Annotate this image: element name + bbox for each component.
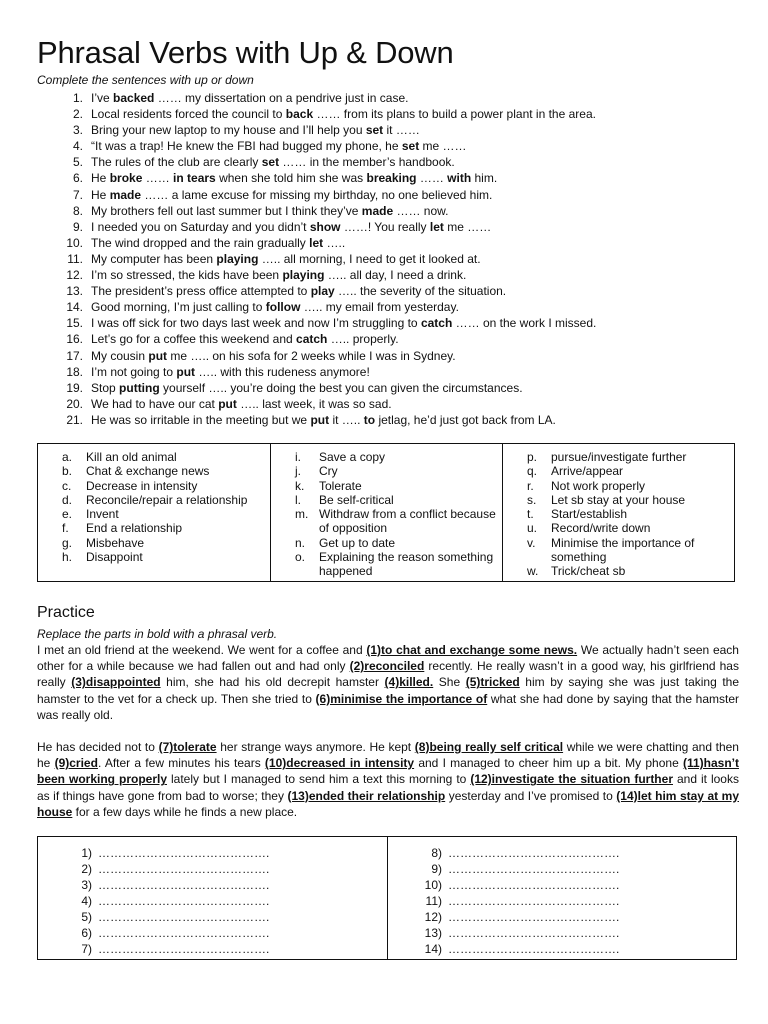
keyword: playing [216,251,259,266]
definition-letter: u. [527,521,538,536]
paragraph-fragment: She [433,675,466,690]
definition-text: Withdraw from a conflict because of opposition [319,507,496,536]
definition-item [295,450,502,464]
sentence-fragment: My cousin [91,348,149,363]
definition-letter: j. [295,464,301,479]
answer-number: 7) [81,942,92,956]
answer-row [64,925,387,941]
sentence-number: 1. [72,91,83,105]
definitions-column-2 [270,444,502,581]
practice-instruction: Replace the parts in bold with a phrasal verb. [37,627,278,641]
sentence-fragment: Local residents forced the council to [91,107,286,122]
sentence-text [91,187,492,203]
sentence-fragment: Let’s go for a coffee this weekend and [91,332,297,347]
definition-letter: r. [527,478,534,493]
sentence-fragment: The wind dropped and the rain gradually [91,235,310,250]
keyword: breaking [366,171,417,186]
definition-text: Explaining the reason something happened [319,550,494,579]
sentence-fragment: it …… [383,123,420,138]
sentence-fragment: ….. last week, it was so sad. [236,396,392,411]
paragraph-fragment: . After a few minutes his tears [97,756,265,771]
definition-item [527,564,733,578]
paragraph-fragment: him, she had his old decrepit hamster [160,675,385,690]
sentence-item [57,315,737,331]
practice-heading: Practice [37,604,95,621]
sentence-text [91,251,481,267]
sentence-item [57,412,737,428]
answer-row [414,909,736,925]
sentence-text [91,138,467,154]
sentence-item [57,235,737,251]
sentence-fragment: ….. with this rudeness anymore! [195,364,370,379]
keyword: in tears [173,171,216,186]
keyword: playing [282,268,325,283]
sentence-number: 18. [66,364,83,379]
sentence-text [91,364,370,380]
sentence-fragment: He was so irritable in the meeting but we [91,412,311,427]
definition-letter: a. [62,450,73,464]
keyword: put [176,364,196,379]
sentence-number: 15. [66,316,83,331]
sentence-item [57,364,737,380]
answer-number: 13) [424,926,442,940]
sentence-item [57,122,737,138]
definition-item [527,493,733,507]
answer-number: 11) [425,894,442,908]
answer-number: 3) [81,878,92,892]
answer-number: 1) [81,846,92,860]
sentence-item [57,138,737,154]
definition-text: Trick/cheat sb [551,564,626,579]
paragraph-fragment: what she had done by saying that the hamster was really old. [37,691,739,722]
definition-letter: m. [295,507,309,522]
sentence-text [91,170,497,186]
sentence-fragment: The president’s press office attempted to [91,284,311,299]
sentence-number: 10. [66,235,83,250]
definition-letter: k. [295,478,305,493]
answer-row [64,861,387,877]
sentence-item [57,219,737,235]
sentence-fragment: He [91,171,110,186]
definition-item [295,493,502,507]
definition-text: Chat & exchange news [86,464,210,479]
paragraph-fragment: He has decided not to [37,740,159,754]
keyword: putting [119,380,160,395]
sentence-fragment: jetlag, he’d just got back from LA. [375,412,556,427]
sentence-text [91,219,491,235]
sentence-fragment: ….. all morning, I need to get it looked at. [258,251,481,266]
definition-letter: q. [527,464,538,479]
sentence-text [91,90,409,106]
answer-number: 5) [81,910,92,924]
sentence-fragment: …… in the member’s handbook. [279,155,455,170]
sentence-text [91,380,523,396]
target-phrase: (10)decreased in intensity [264,756,415,771]
sentence-fragment: yourself ….. you’re doing the best you can given the circumstances. [159,380,523,395]
paragraph-fragment: him by saying she was just taking the hamster to the vet for a check up. Then she tried to [37,675,739,706]
answer-blank[interactable]: ……………………………………. [448,942,620,956]
paragraph-fragment: I met an old friend at the weekend. We went for a coffee and [37,643,367,657]
definition-item [62,450,270,464]
keyword: backed [113,91,155,105]
paragraph-fragment: for a few days while he finds a new place. [72,804,298,819]
sentence-text [91,412,556,428]
sentence-fragment: …… a lame excuse for missing my birthday, no one believed him. [141,187,493,202]
sentence-text [91,315,596,331]
sentence-fragment: me …… [419,139,467,154]
definition-letter: h. [62,550,73,565]
target-phrase: (8)being really self critical [414,740,564,754]
exercise-instruction: Complete the sentences with up or down [37,73,254,87]
keyword: set [261,155,280,170]
definition-letter: n. [295,535,306,550]
sentence-item [57,331,737,347]
answer-blank[interactable]: ……………………………………. [98,846,270,860]
sentence-fragment: We had to have our cat [91,396,219,411]
answer-row [64,845,387,861]
paragraph-fragment: while we were chatting and then he [37,740,739,771]
definition-item [62,536,270,550]
sentence-fragment: ….. [323,235,346,250]
keyword: catch [420,316,453,331]
sentence-fragment: …… from its plans to build a power plant in the area. [313,107,596,122]
keyword: to [363,412,376,427]
sentence-fragment: I’m not going to [91,364,177,379]
definition-letter: p. [527,450,538,464]
sentence-fragment: I’ve [91,91,114,105]
sentence-number: 8. [72,203,83,218]
definition-letter: e. [62,507,73,522]
keyword: put [148,348,168,363]
definition-text: Save a copy [319,450,386,464]
sentence-item [57,267,737,283]
sentence-number: 2. [72,107,83,122]
sentence-fragment: …… [142,171,174,186]
paragraph-fragment: and I managed to cheer him up a bit. My phone [414,756,683,771]
sentence-item [57,90,737,106]
definition-text: Start/establish [551,507,628,522]
sentence-text [91,267,466,283]
answer-blank[interactable]: ……………………………………. [98,878,270,892]
sentence-fragment: He [91,187,110,202]
sentence-fragment: ….. the severity of the situation. [334,284,507,299]
keyword: with [447,171,472,186]
page-title: Phrasal Verbs with Up & Down [37,35,454,70]
definition-item [527,464,733,478]
definition-text: Tolerate [319,478,362,493]
definitions-column-3 [502,444,733,581]
definition-letter: b. [62,464,73,479]
sentence-item [57,299,737,315]
answer-row [414,925,736,941]
sentence-text [91,235,345,251]
answer-column-2 [387,837,736,959]
target-phrase: (5)tricked [465,675,520,690]
answer-blank[interactable]: ……………………………………. [448,894,620,908]
definition-letter: d. [62,492,73,507]
definition-letter: s. [527,492,537,507]
definitions-table [37,443,735,582]
sentence-number: 20. [66,396,83,411]
sentence-number: 9. [72,219,83,234]
definition-item [62,479,270,493]
sentence-item [57,348,737,364]
target-phrase: (7)tolerate [158,740,217,754]
sentence-number: 3. [72,123,83,138]
sentence-text [91,283,506,299]
definition-item [295,479,502,493]
definition-text: Invent [86,507,119,522]
definition-text: Minimise the importance of something [551,535,695,565]
answer-number: 4) [81,894,92,908]
definition-letter: f. [62,521,69,536]
definition-letter: c. [62,478,72,493]
definition-text: Get up to date [319,535,396,550]
sentence-fragment: …… now. [393,203,449,218]
definition-item [62,550,270,564]
practice-paragraph-2 [37,739,739,820]
definition-text: End a relationship [86,521,183,536]
definition-text: Be self-critical [319,492,394,507]
sentence-text [91,106,596,122]
sentence-text [91,122,420,138]
sentence-text [91,154,455,170]
answer-number: 2) [81,862,92,876]
sentence-fragment: when she told him she was [215,171,367,186]
answer-blank[interactable]: ……………………………………. [98,926,270,940]
target-phrase: (12)investigate the situation further [470,772,673,787]
sentence-number: 19. [66,380,83,395]
definition-item [527,479,733,493]
definition-item [527,507,733,521]
answer-row [414,877,736,893]
target-phrase: (1)to chat and exchange some news. [366,643,578,657]
answer-blank[interactable]: ……………………………………. [448,910,620,924]
target-phrase: (11)hasn’t been working properly [37,756,739,787]
sentence-fragment: ……! You really [340,219,430,234]
sentence-text [91,331,399,347]
answer-row [414,893,736,909]
keyword: play [310,284,335,299]
sentence-fragment: Stop [91,380,120,395]
practice-paragraph-1 [37,642,739,723]
definition-text: Let sb stay at your house [551,492,686,507]
sentence-fragment: …… my dissertation on a pendrive just in case. [154,91,409,105]
answer-number: 8) [431,846,442,860]
sentence-fragment: Good morning, I’m just calling to [91,300,266,315]
answer-row [64,877,387,893]
answer-row [414,861,736,877]
answer-blank[interactable]: ……………………………………. [448,846,620,860]
definition-item [527,450,733,464]
answer-number: 6) [81,926,92,940]
definition-item [295,507,502,536]
answer-row [64,941,387,957]
sentence-fragment: My computer has been [91,251,217,266]
sentence-fragment: I was off sick for two days last week and now I’m struggling to [91,316,421,331]
answer-number: 12) [424,910,442,924]
definition-item [527,536,733,565]
sentence-item [57,106,737,122]
sentence-text [91,396,392,412]
sentence-item [57,187,737,203]
answer-table [37,836,737,960]
definition-text: Record/write down [551,521,651,536]
keyword: made [361,203,394,218]
target-phrase: (4)killed. [384,675,434,690]
answer-blank[interactable]: ……………………………………. [98,862,270,876]
definition-item [295,464,502,478]
sentence-number: 14. [66,300,83,315]
sentence-fragment: I needed you on Saturday and you didn’t [91,219,310,234]
answer-blank[interactable]: ……………………………………. [98,894,270,908]
sentence-fragment: The rules of the club are clearly [91,155,262,170]
keyword: put [310,412,330,427]
sentence-fragment: I’m so stressed, the kids have been [91,268,283,283]
paragraph-fragment: We actually hadn’t seen each other for a while because we had fallen out and had only [37,643,739,674]
sentence-number: 12. [66,268,83,283]
keyword: follow [265,300,301,315]
definition-letter: w. [527,564,539,579]
answer-blank[interactable]: ……………………………………. [448,862,620,876]
answer-number: 9) [431,862,442,876]
keyword: put [218,396,237,411]
sentence-list [57,90,737,428]
definition-text: Decrease in intensity [86,478,198,493]
definition-item [295,536,502,550]
answer-blank[interactable]: ……………………………………. [448,878,620,892]
sentence-fragment: My brothers fell out last summer but I think they’ve [91,203,362,218]
answer-number: 10) [424,878,442,892]
target-phrase: (3)disappointed [71,675,161,690]
sentence-fragment: ….. my email from yesterday. [300,300,459,315]
sentence-text [91,299,459,315]
definition-letter: o. [295,550,306,565]
keyword: set [365,123,384,138]
sentence-fragment: Bring your new laptop to my house and I’ll help you [91,123,366,138]
keyword: made [109,187,142,202]
keyword: show [309,219,341,234]
sentence-fragment: …… on the work I missed. [452,316,597,331]
definition-item [62,493,270,507]
answer-column-1 [38,837,387,959]
sentence-fragment: ….. all day, I need a drink. [324,268,467,283]
definition-text: Disappoint [86,550,143,565]
sentence-item [57,251,737,267]
sentence-fragment: ….. properly. [327,332,399,347]
answer-row [414,845,736,861]
definition-item [527,521,733,535]
keyword: catch [296,332,328,347]
definition-text: Cry [319,464,338,479]
paragraph-fragment: her strange ways anymore. He kept [216,740,415,754]
paragraph-fragment: recently. He really wasn’t in a good way, his girlfriend has really [37,659,739,690]
sentence-fragment: it ….. [329,412,364,427]
definition-item [62,464,270,478]
definition-text: Kill an old animal [86,450,177,464]
target-phrase: (14)let him stay at my house [37,788,739,819]
definition-item [62,521,270,535]
sentence-fragment: me ….. on his sofa for 2 weeks while I was in Sydney. [167,348,456,363]
answer-row [414,941,736,957]
sentence-number: 13. [66,284,83,299]
answer-row [64,893,387,909]
sentence-fragment: me …… [443,219,492,234]
sentence-number: 11. [67,251,83,266]
definition-text: pursue/investigate further [551,450,687,464]
target-phrase: (9)cried [54,756,98,771]
target-phrase: (13)ended their relationship [287,788,446,803]
paragraph-fragment: yesterday and I’ve promised to [445,788,617,803]
definition-text: Arrive/appear [551,464,624,479]
answer-blank[interactable]: ……………………………………. [98,910,270,924]
sentence-item [57,203,737,219]
sentence-number: 16. [66,332,83,347]
definition-letter: l. [295,492,301,507]
sentence-number: 6. [72,171,83,186]
answer-number: 14) [424,942,442,956]
definition-letter: t. [527,507,534,522]
sentence-item [57,380,737,396]
keyword: broke [109,171,143,186]
answer-blank[interactable]: ……………………………………. [448,926,620,940]
definition-text: Reconcile/repair a relationship [86,492,248,507]
paragraph-fragment: lately but I managed to send him a text this morning to [167,772,471,787]
keyword: back [285,107,314,122]
paragraph-fragment: and it looks as if things have gone from bad to worse; they [37,772,739,803]
target-phrase: (6)minimise the importance of [315,691,488,706]
definition-letter: i. [295,450,301,464]
sentence-item [57,283,737,299]
definitions-column-1 [38,444,270,581]
keyword: set [401,139,420,154]
definition-text: Misbehave [86,535,145,550]
sentence-fragment: …… [416,171,448,186]
sentence-number: 4. [72,139,83,154]
sentence-fragment: him. [471,171,498,186]
sentence-number: 17. [66,348,83,363]
sentence-item [57,396,737,412]
keyword: let [429,219,444,234]
answer-row [64,909,387,925]
sentence-number: 5. [72,155,83,170]
answer-blank[interactable]: ……………………………………. [98,942,270,956]
sentence-number: 7. [72,187,83,202]
definition-text: Not work properly [551,478,646,493]
definition-letter: v. [527,535,536,550]
sentence-text [91,348,456,364]
definition-letter: g. [62,535,73,550]
sentence-text [91,203,449,219]
target-phrase: (2)reconciled [349,659,425,674]
sentence-item [57,170,737,186]
keyword: let [309,235,324,250]
definition-item [295,550,502,579]
sentence-number: 21. [66,412,83,427]
sentence-item [57,154,737,170]
sentence-fragment: “It was a trap! He knew the FBI had bugged my phone, he [91,139,402,154]
definition-item [62,507,270,521]
